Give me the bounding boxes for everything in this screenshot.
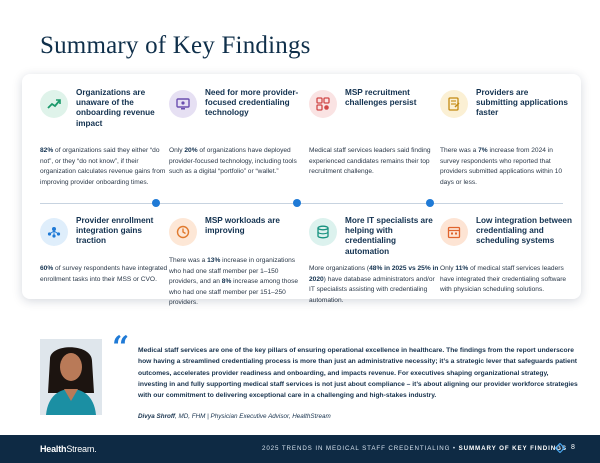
people-network-icon xyxy=(40,218,68,246)
finding-text: 82% of organizations said they either “do not”, or they “do not know”, if their organization calculates revenue gains from improving provider onboarding times. xyxy=(40,147,166,186)
portrait-photo xyxy=(40,339,102,415)
finding-heading: More IT specialists are helping with credentialing automation xyxy=(345,216,433,256)
timeline-dot xyxy=(152,199,160,207)
finding-heading: Providers are submitting applications faster xyxy=(476,88,568,118)
finding-heading: MSP recruitment challenges persist xyxy=(345,88,417,108)
executive-quote: Medical staff services are one of the key pillars of ensuring operational excellence in healthcare. The findings from the report underscore how having a streamlined credentialing process is more than just an administrative necessity; it’s a strategic lever that safeguards patient outcomes, accelerates provider readiness and onboarding, and impacts revenue. For executives shaping organizational strategy, investing in and fully supporting medical staff services is not just about compliance – it’s about aligning our provider workforce strategies with our commitment to delivering exceptional care in a challenging and high-stakes industry. xyxy=(138,347,578,400)
database-icon xyxy=(309,218,337,246)
footer-section-label: 2025 TRENDS IN MEDICAL STAFF CREDENTIALING • SUMMARY OF KEY FINDINGS xyxy=(262,445,567,452)
finding-heading: MSP workloads are improving xyxy=(205,216,280,236)
row-divider xyxy=(40,203,563,204)
application-icon xyxy=(440,90,468,118)
finding-text: There was a 7% increase from 2024 in survey respondents who reported that providers submitted applications within 10 days or less. xyxy=(440,147,563,186)
finding-text: There was a 13% increase in organizations who had one staff member per 1–150 providers, and an 8% increase among those who had one staff member per 151–250 providers. xyxy=(169,257,299,307)
finding-heading: Provider enrollment integration gains traction xyxy=(76,216,154,246)
brand-logo: HealthStream. xyxy=(40,444,97,454)
trend-up-icon xyxy=(40,90,68,118)
finding-text: Only 20% of organizations have deployed provider-focused technology, including tools such as a digital “portfolio” or “wallet.” xyxy=(169,147,297,176)
timeline-dot xyxy=(293,199,301,207)
diamond-icon xyxy=(555,443,565,453)
timeline-dot xyxy=(426,199,434,207)
page-title: Summary of Key Findings xyxy=(40,32,311,59)
finding-heading: Organizations are unaware of the onboarding revenue impact xyxy=(76,88,155,128)
monitor-icon xyxy=(169,90,197,118)
page-number: 8 xyxy=(571,444,575,451)
finding-heading: Need for more provider-focused credentialing technology xyxy=(205,88,299,118)
finding-text: Only 11% of medical staff services leaders have integrated their credentialing software with physician scheduling solutions. xyxy=(440,265,567,294)
quote-mark-icon: “ xyxy=(112,330,130,365)
finding-heading: Low integration between credentialing and scheduling systems xyxy=(476,216,572,246)
page-footer xyxy=(0,435,600,463)
quote-byline: Divya Shroff, MD, FHM | Physician Executive Advisor, HealthStream xyxy=(138,413,331,420)
finding-text: Medical staff services leaders said finding experienced candidates remains their top recruitment challenge. xyxy=(309,147,431,176)
finding-text: 60% of survey respondents have integrated enrollment tasks into their MSS or CVO. xyxy=(40,265,168,283)
calendar-icon xyxy=(440,218,468,246)
finding-text: More organizations (48% in 2025 vs 25% in 2020) have database administrators and/or IT specialists assisting with credentialing automation. xyxy=(309,265,439,304)
recruit-icon xyxy=(309,90,337,118)
workload-icon xyxy=(169,218,197,246)
findings-panel xyxy=(22,74,581,307)
